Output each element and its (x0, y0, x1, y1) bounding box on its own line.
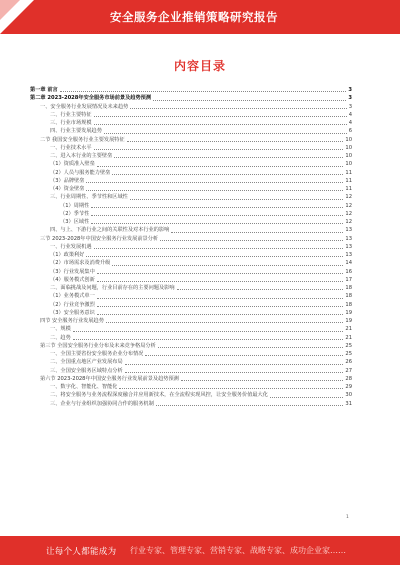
toc-leader-dots (73, 331, 344, 332)
table-of-contents (30, 86, 352, 408)
toc-entry-page: 13 (345, 243, 352, 250)
toc-entry-page: 3 (348, 87, 352, 93)
toc-entry-page: 21 (345, 334, 352, 341)
toc-leader-dots (97, 281, 344, 282)
toc-leader-dots (73, 339, 344, 340)
toc-entry-page: 11 (345, 169, 352, 176)
toc-entry[interactable] (30, 94, 352, 102)
toc-entry-text: （3）行业发展集中 (50, 268, 95, 275)
toc-leader-dots (270, 397, 344, 398)
toc-leader-dots (86, 190, 343, 191)
toc-leader-dots (130, 108, 346, 109)
toc-entry-text: 第六节 2023-2028年中国安全服务行业发展前景及趋势预测 (40, 375, 179, 382)
toc-entry[interactable] (30, 169, 352, 177)
toc-leader-dots (97, 273, 344, 274)
toc-entry[interactable] (30, 391, 352, 399)
toc-leader-dots (94, 116, 347, 117)
toc-entry-text: （2）行业竞争激烈 (50, 301, 95, 308)
toc-entry-text: 第三节 全国安全服务行业分布及未来竞争格局分析 (40, 342, 156, 349)
toc-entry-page: 25 (345, 342, 352, 349)
toc-leader-dots (94, 149, 344, 150)
toc-entry-text: （2）季节性 (60, 210, 90, 217)
toc-entry-page: 13 (345, 227, 352, 234)
toc-leader-dots (60, 91, 347, 92)
toc-leader-dots (94, 248, 344, 249)
toc-entry[interactable] (30, 235, 352, 243)
toc-entry-text: （4）服务模式创新 (50, 276, 95, 283)
toc-leader-dots (160, 240, 343, 241)
toc-entry-text: 三、全国安全服务区域特点分析 (50, 367, 123, 374)
toc-entry[interactable] (30, 383, 352, 391)
toc-entry-text: （3）安全服务意识 (50, 309, 95, 316)
toc-leader-dots (86, 182, 343, 183)
toc-leader-dots (127, 141, 344, 142)
toc-entry-text: 二、进入本行业的主要壁垒 (50, 153, 113, 159)
toc-entry-page: 29 (345, 384, 352, 390)
toc-entry-text: 第一章 前言 (30, 87, 58, 93)
toc-entry-text: 第二章 2023-2028年安全服务市场前景及趋势预测 (30, 95, 152, 102)
toc-entry-text: 二、面临挑战及问题，行业目前存在的主要问题及影响 (50, 285, 175, 291)
toc-entry[interactable] (30, 243, 352, 251)
toc-leader-dots (112, 265, 343, 266)
toc-entry[interactable] (30, 119, 352, 127)
report-title: 安全服务企业推销策略研究报告 (110, 10, 278, 24)
toc-entry[interactable] (30, 226, 352, 234)
toc-leader-dots (104, 133, 347, 134)
toc-entry-page: 17 (345, 276, 352, 283)
toc-entry-text: 三、行业周期性、季节性和区域性 (50, 194, 128, 201)
toc-entry-text: 二、行业主要特征 (50, 111, 92, 118)
toc-entry-text: （1）资质准入壁垒 (50, 161, 95, 168)
toc-leader-dots (177, 289, 344, 290)
toc-entry-page: 12 (345, 219, 352, 225)
toc-entry-page: 10 (345, 144, 352, 151)
page-number: 1 (346, 515, 349, 520)
toc-entry[interactable] (30, 127, 352, 135)
toc-entry-page: 13 (345, 235, 352, 242)
toc-entry-page: 12 (345, 210, 352, 217)
toc-entry-page: 4 (348, 111, 352, 118)
toc-entry-text: 二、将安全服务与业务流程深度融合并应用新技术，在全流程实现风控，让安全服务价值最大化 (50, 392, 268, 399)
toc-entry-text: 三、行业市场规模 (50, 120, 92, 126)
toc-entry-page: 30 (345, 392, 352, 399)
toc-entry-text: （3）区域性 (60, 219, 90, 225)
toc-entry-page: 19 (345, 309, 352, 316)
toc-entry-text: 三节 2023-2028年中国安全服务行业发展前景分析 (40, 235, 159, 242)
toc-entry-page: 6 (348, 128, 352, 135)
toc-entry-text: 一、行业技术水平 (50, 144, 92, 151)
toc-entry[interactable] (30, 301, 352, 309)
toc-entry[interactable] (30, 160, 352, 168)
toc-entry-page: 12 (345, 202, 352, 209)
toc-entry-text: （3）品牌壁垒 (50, 177, 85, 184)
toc-entry-page: 26 (345, 359, 352, 366)
toc-leader-dots (91, 207, 343, 208)
footer-roles: 行业专家、管理专家、营销专家、战略专家、成功企业家…… (130, 546, 346, 555)
toc-entry-page: 10 (345, 161, 352, 168)
toc-entry[interactable] (30, 177, 352, 185)
toc-entry[interactable] (30, 268, 352, 276)
toc-entry-text: （2）市场需求及消费升级 (50, 260, 111, 267)
toc-leader-dots (91, 215, 343, 216)
header-corner-accent (0, 0, 20, 20)
toc-entry[interactable] (30, 152, 352, 160)
toc-entry[interactable] (30, 342, 352, 350)
toc-entry[interactable] (30, 210, 352, 218)
toc-entry[interactable] (30, 218, 352, 226)
toc-entry[interactable] (30, 334, 352, 342)
toc-entry-text: 四、行业主要发展趋势 (50, 128, 102, 135)
toc-entry[interactable] (30, 400, 352, 408)
toc-entry-text: 一、全国主要省份安全服务企业分布情况 (50, 351, 144, 357)
toc-entry-page: 14 (345, 260, 352, 267)
toc-entry-page: 12 (345, 194, 352, 201)
toc-leader-dots (125, 372, 344, 373)
toc-entry-page: 16 (345, 268, 352, 275)
toc-entry[interactable] (30, 136, 352, 144)
toc-entry[interactable] (30, 358, 352, 366)
toc-entry[interactable] (30, 202, 352, 210)
toc-entry-text: 四节 安全服务行业发展趋势 (40, 318, 104, 324)
toc-leader-dots (171, 232, 343, 233)
toc-leader-dots (112, 174, 343, 175)
toc-entry[interactable] (30, 111, 352, 119)
toc-leader-dots (91, 223, 343, 224)
toc-entry-text: 二节 我国安全服务行业主要发展特征 (40, 136, 125, 143)
toc-entry-text: 一、行业发展机遇 (50, 243, 92, 250)
toc-leader-dots (153, 100, 346, 101)
toc-entry-text: （4）资金壁垒 (50, 186, 85, 192)
toc-leader-dots (130, 199, 344, 200)
toc-entry[interactable] (30, 350, 352, 358)
toc-leader-dots (94, 124, 347, 125)
toc-entry-page: 10 (345, 153, 352, 159)
toc-entry-text: 二、全国重点地区产业发展布局 (50, 359, 123, 366)
toc-leader-dots (145, 355, 343, 356)
toc-entry-page: 13 (345, 252, 352, 258)
toc-leader-dots (106, 322, 343, 323)
toc-entry-text: 三、企业与行业组织加强协同合作的服务机制 (50, 400, 154, 407)
toc-entry-page: 31 (345, 400, 352, 407)
toc-entry-page: 18 (345, 301, 352, 308)
toc-entry[interactable] (30, 185, 352, 193)
toc-leader-dots (158, 347, 344, 348)
toc-entry-text: 一、安全服务行业发展情况及未来趋势 (40, 103, 129, 110)
toc-entry-text: （1）业务模式单一 (50, 293, 95, 300)
toc-entry[interactable] (30, 292, 352, 300)
toc-leader-dots (156, 405, 344, 406)
toc-entry-text: 二、趋势 (50, 334, 71, 341)
toc-entry-text: （1）周期性 (60, 202, 90, 209)
toc-entry-page: 25 (345, 351, 352, 357)
toc-entry-page: 10 (345, 136, 352, 143)
toc-entry-page: 18 (345, 285, 352, 291)
toc-title: 内容目录 (173, 59, 226, 73)
toc-entry-page: 28 (345, 375, 352, 382)
toc-leader-dots (97, 314, 344, 315)
toc-entry[interactable] (30, 103, 352, 111)
toc-entry-page: 18 (345, 293, 352, 300)
toc-entry[interactable] (30, 325, 352, 333)
toc-entry-page: 21 (345, 326, 352, 333)
toc-entry-page: 3 (348, 95, 352, 102)
toc-entry-text: 一、数字化、智能化、智能化 (50, 384, 118, 390)
toc-entry[interactable] (30, 309, 352, 317)
toc-entry-text: （2）人员与服务能力壁垒 (50, 169, 111, 176)
toc-entry[interactable] (30, 193, 352, 201)
toc-entry[interactable] (30, 276, 352, 284)
toc-entry-page: 27 (345, 367, 352, 374)
toc-entry[interactable] (30, 317, 352, 325)
toc-entry[interactable] (30, 144, 352, 152)
header-bar (0, 0, 400, 34)
toc-entry[interactable] (30, 86, 352, 94)
toc-entry[interactable] (30, 284, 352, 292)
toc-entry-page: 11 (345, 186, 352, 192)
toc-leader-dots (114, 157, 343, 158)
toc-entry-text: （1）政策利好 (50, 252, 85, 258)
toc-entry-page: 4 (348, 120, 352, 126)
toc-entry-text: 一、规模 (50, 326, 71, 333)
toc-entry-page: 11 (345, 177, 352, 184)
toc-entry[interactable] (30, 259, 352, 267)
footer-bar (0, 536, 400, 565)
toc-leader-dots (97, 166, 344, 167)
toc-entry[interactable] (30, 375, 352, 383)
toc-leader-dots (86, 256, 343, 257)
footer-slogan: 让每个人都能成为 (46, 547, 117, 557)
toc-leader-dots (125, 364, 344, 365)
toc-leader-dots (181, 380, 344, 381)
toc-entry-text: 四、与上、下游行业之间的关联性及对本行业的影响 (50, 227, 170, 234)
toc-entry-page: 3 (348, 103, 352, 110)
toc-entry-page: 19 (345, 318, 352, 324)
toc-leader-dots (97, 298, 344, 299)
toc-entry[interactable] (30, 251, 352, 259)
toc-leader-dots (119, 388, 343, 389)
toc-entry[interactable] (30, 367, 352, 375)
toc-leader-dots (97, 306, 344, 307)
